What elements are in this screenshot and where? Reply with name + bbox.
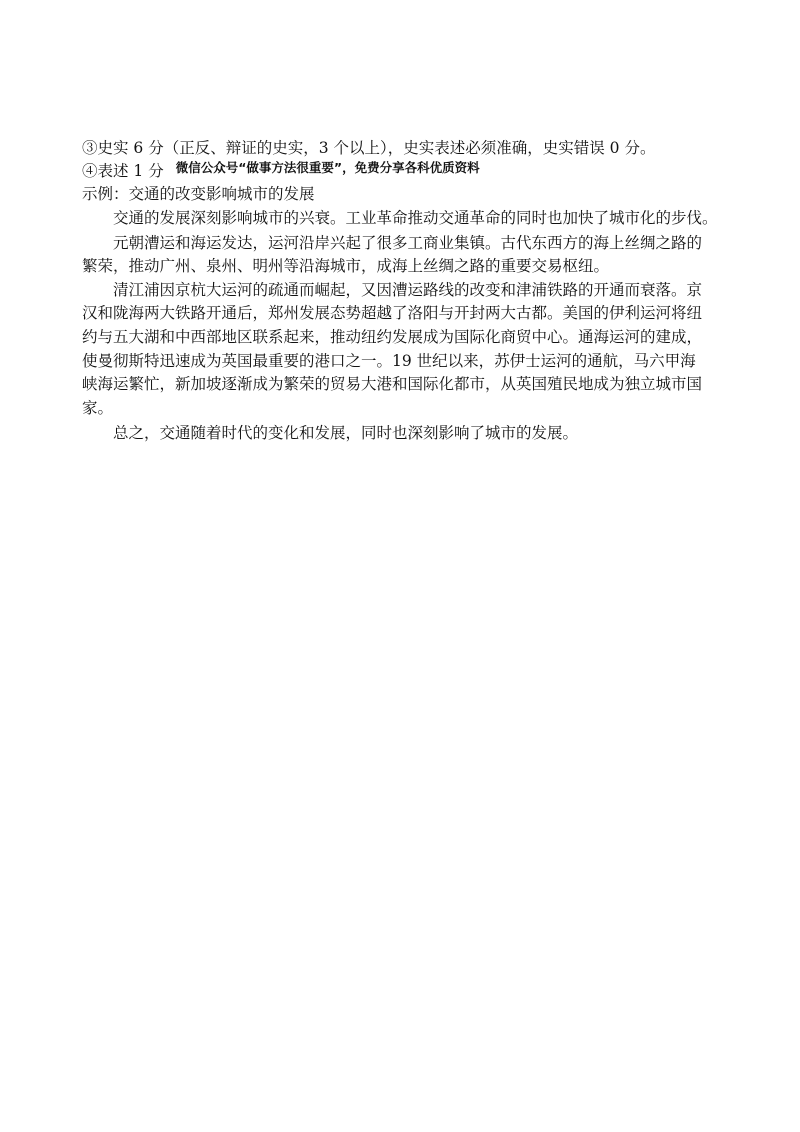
criteria-item-3: ③史实 6 分（正反、辩证的史实，3 个以上），史实表述必须准确，史实错误 0 分。 [82, 139, 656, 157]
watermark-text: 微信公众号“做事方法很重要”，免费分享各科优质资料 [175, 160, 480, 175]
paragraph-3-line-1: 清江浦因京杭大运河的疏通而崛起，又因漕运路线的改变和津浦铁路的开通而衰落。京 [113, 281, 703, 299]
paragraph-2-line-1: 元朝漕运和海运发达，运河沿岸兴起了很多工商业集镇。古代东西方的海上丝绸之路的 [113, 234, 703, 252]
criteria-item-4 [82, 159, 480, 184]
paragraph-2-line-2: 繁荣，推动广州、泉州、明州等沿海城市，成海上丝绸之路的重要交易枢纽。 [82, 257, 610, 275]
paragraph-3-line-6: 家。 [82, 399, 114, 417]
example-heading: 示例：交通的改变影响城市的发展 [82, 185, 315, 203]
paragraph-3-line-2: 汉和陇海两大铁路开通后，郑州发展态势超越了洛阳与开封两大古都。美国的伊利运河将纽 [82, 304, 703, 322]
criteria-item-4-text: ④表述 1 分 [82, 162, 164, 180]
paragraph-4: 总之，交通随着时代的变化和发展，同时也深刻影响了城市的发展。 [113, 424, 579, 442]
paragraph-1: 交通的发展深刻影响城市的兴衰。工业革命推动交通革命的同时也加快了城市化的步伐。 [113, 209, 718, 227]
paragraph-3-line-4: 使曼彻斯特迅速成为英国最重要的港口之一。19 世纪以来，苏伊士运河的通航，马六甲海 [82, 352, 696, 370]
paragraph-3-line-5: 峡海运繁忙，新加坡逐渐成为繁荣的贸易大港和国际化都市，从英国殖民地成为独立城市国 [82, 375, 703, 393]
paragraph-3-line-3: 约与五大湖和中西部地区联系起来，推动纽约发展成为国际化商贸中心。通海运河的建成， [82, 328, 703, 346]
